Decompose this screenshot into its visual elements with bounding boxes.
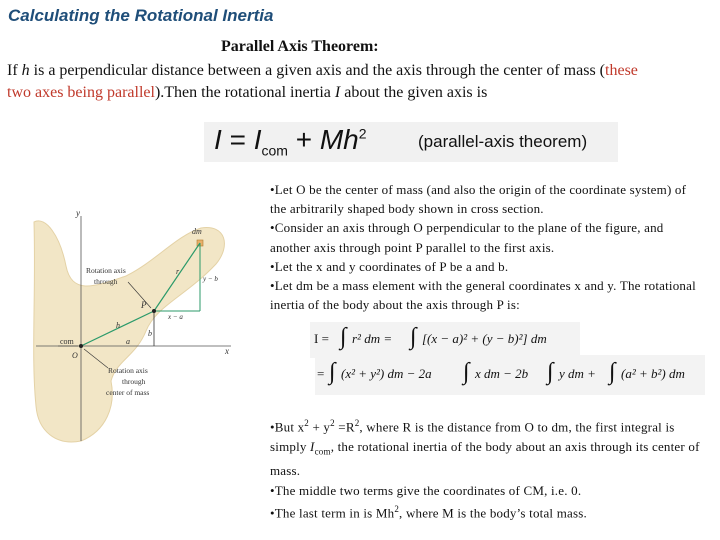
y-axis-label: y bbox=[76, 208, 80, 218]
theorem-heading: Parallel Axis Theorem: bbox=[221, 38, 379, 55]
b-label: b bbox=[148, 329, 152, 338]
formula-main bbox=[214, 124, 367, 159]
formula-sq: 2 bbox=[358, 125, 367, 142]
rotation-axis-com-line2: through bbox=[122, 377, 146, 386]
eq2-int4: ∫ bbox=[609, 359, 616, 385]
explanation-bullets bbox=[270, 180, 700, 314]
equation-1 bbox=[310, 322, 580, 358]
bullet-3: •Let the x and y coordinates of P be a and b. bbox=[270, 258, 509, 274]
c1-e: , the rotational inertia of the body about an axis through its center of mass. bbox=[270, 438, 700, 479]
c1-sup1: 2 bbox=[304, 418, 309, 428]
c3-a: •The last term in is Mh bbox=[270, 505, 395, 521]
eq2-t3: y dm + bbox=[559, 366, 596, 381]
bullet-1: •Let O be the center of mass (and also the origin of the coordinate system) of the arbitrarily shaped body shown in cross section. bbox=[270, 182, 687, 217]
point-O bbox=[79, 344, 83, 348]
slide-title: Calculating the Rotational Inertia bbox=[8, 6, 274, 25]
a-label: a bbox=[126, 337, 130, 346]
c1-c: =R bbox=[334, 419, 355, 435]
x-minus-a-label: x − a bbox=[168, 313, 183, 321]
r-label: r bbox=[176, 267, 180, 276]
eq2-int2: ∫ bbox=[463, 359, 470, 385]
intro-text-1: If bbox=[7, 62, 22, 79]
intro-highlight: these two axes being parallel bbox=[7, 62, 638, 101]
eq2-t1: (x² + y²) dm − 2a bbox=[341, 366, 432, 381]
eq1-int2: ∫ bbox=[410, 324, 417, 350]
intro-text-2: is a perpendicular distance between a given axis and the axis through the center of mass ( bbox=[29, 62, 606, 79]
formula-Mh: Mh bbox=[319, 124, 359, 155]
c1-d: , where R is the distance from O to dm, the first integral is simply bbox=[270, 419, 675, 454]
bullet-4: •Let dm be a mass element with the general coordinates x and y. The rotational inertia of the body about the axis through P is: bbox=[270, 278, 696, 313]
y-minus-b-label: y − b bbox=[203, 275, 218, 283]
eq2-t4: (a² + b²) dm bbox=[621, 366, 685, 381]
O-label: O bbox=[72, 351, 78, 360]
h-label: h bbox=[116, 321, 120, 330]
formula-I: I bbox=[214, 124, 222, 155]
equation-2 bbox=[315, 355, 705, 395]
formula-com-sub: com bbox=[261, 142, 288, 159]
formula-eq: = bbox=[229, 124, 246, 155]
eq2-int: ∫ bbox=[329, 359, 336, 385]
point-P bbox=[152, 309, 156, 313]
eq2-t2: x dm − 2b bbox=[475, 366, 529, 381]
dm-label: dm bbox=[192, 227, 202, 236]
c1-I: I bbox=[310, 438, 315, 454]
conclusion-bullets bbox=[270, 414, 700, 522]
formula-plus: + bbox=[295, 124, 313, 155]
intro-text-4: about the given axis is bbox=[340, 84, 488, 101]
eq1-t1: r² dm = bbox=[352, 331, 393, 346]
eq1-int: ∫ bbox=[340, 324, 347, 350]
bullet-2: •Consider an axis through O perpendicular to the plane of the figure, and another axis through point P parallel to the first axis. bbox=[270, 220, 664, 255]
eq1-lhs: I = bbox=[314, 331, 329, 346]
eq2-eq: = bbox=[317, 366, 325, 381]
c1-a: •But x bbox=[270, 419, 305, 435]
intro-text-3: ).Then the rotational inertia bbox=[154, 84, 335, 101]
x-axis-label: x bbox=[225, 346, 229, 356]
com-label: com bbox=[60, 337, 74, 346]
eq1-t2: [(x − a)² + (y − b)²] dm bbox=[422, 331, 547, 346]
intro-h: h bbox=[21, 62, 30, 79]
P-label: P bbox=[141, 300, 147, 310]
parallel-axis-formula bbox=[204, 122, 618, 162]
c1-b: + y bbox=[309, 419, 331, 435]
formula-Icom: I bbox=[253, 124, 262, 155]
c1-sup3: 2 bbox=[354, 418, 360, 428]
conclusion-bullet-1 bbox=[270, 414, 700, 481]
rotation-axis-com-line1: Rotation axis bbox=[108, 366, 148, 375]
conclusion-bullet-3 bbox=[270, 500, 700, 523]
c3-b: , where M is the body’s total mass. bbox=[399, 505, 587, 521]
intro-I: I bbox=[334, 84, 341, 101]
c1-sup2: 2 bbox=[330, 418, 335, 428]
formula-tag: (parallel-axis theorem) bbox=[418, 132, 588, 151]
parallel-axis-figure bbox=[26, 206, 242, 452]
eq2-int3: ∫ bbox=[547, 359, 554, 385]
c1-sub: com bbox=[314, 446, 331, 457]
conclusion-bullet-2: •The middle two terms give the coordinates of CM, i.e. 0. bbox=[270, 482, 582, 498]
rotation-axis-p-line2: through bbox=[94, 277, 118, 286]
c3-sup: 2 bbox=[394, 503, 400, 514]
rotation-axis-com-line3: center of mass bbox=[106, 388, 150, 397]
rotation-axis-p-line1: Rotation axis bbox=[86, 266, 126, 275]
intro-paragraph bbox=[7, 60, 647, 104]
